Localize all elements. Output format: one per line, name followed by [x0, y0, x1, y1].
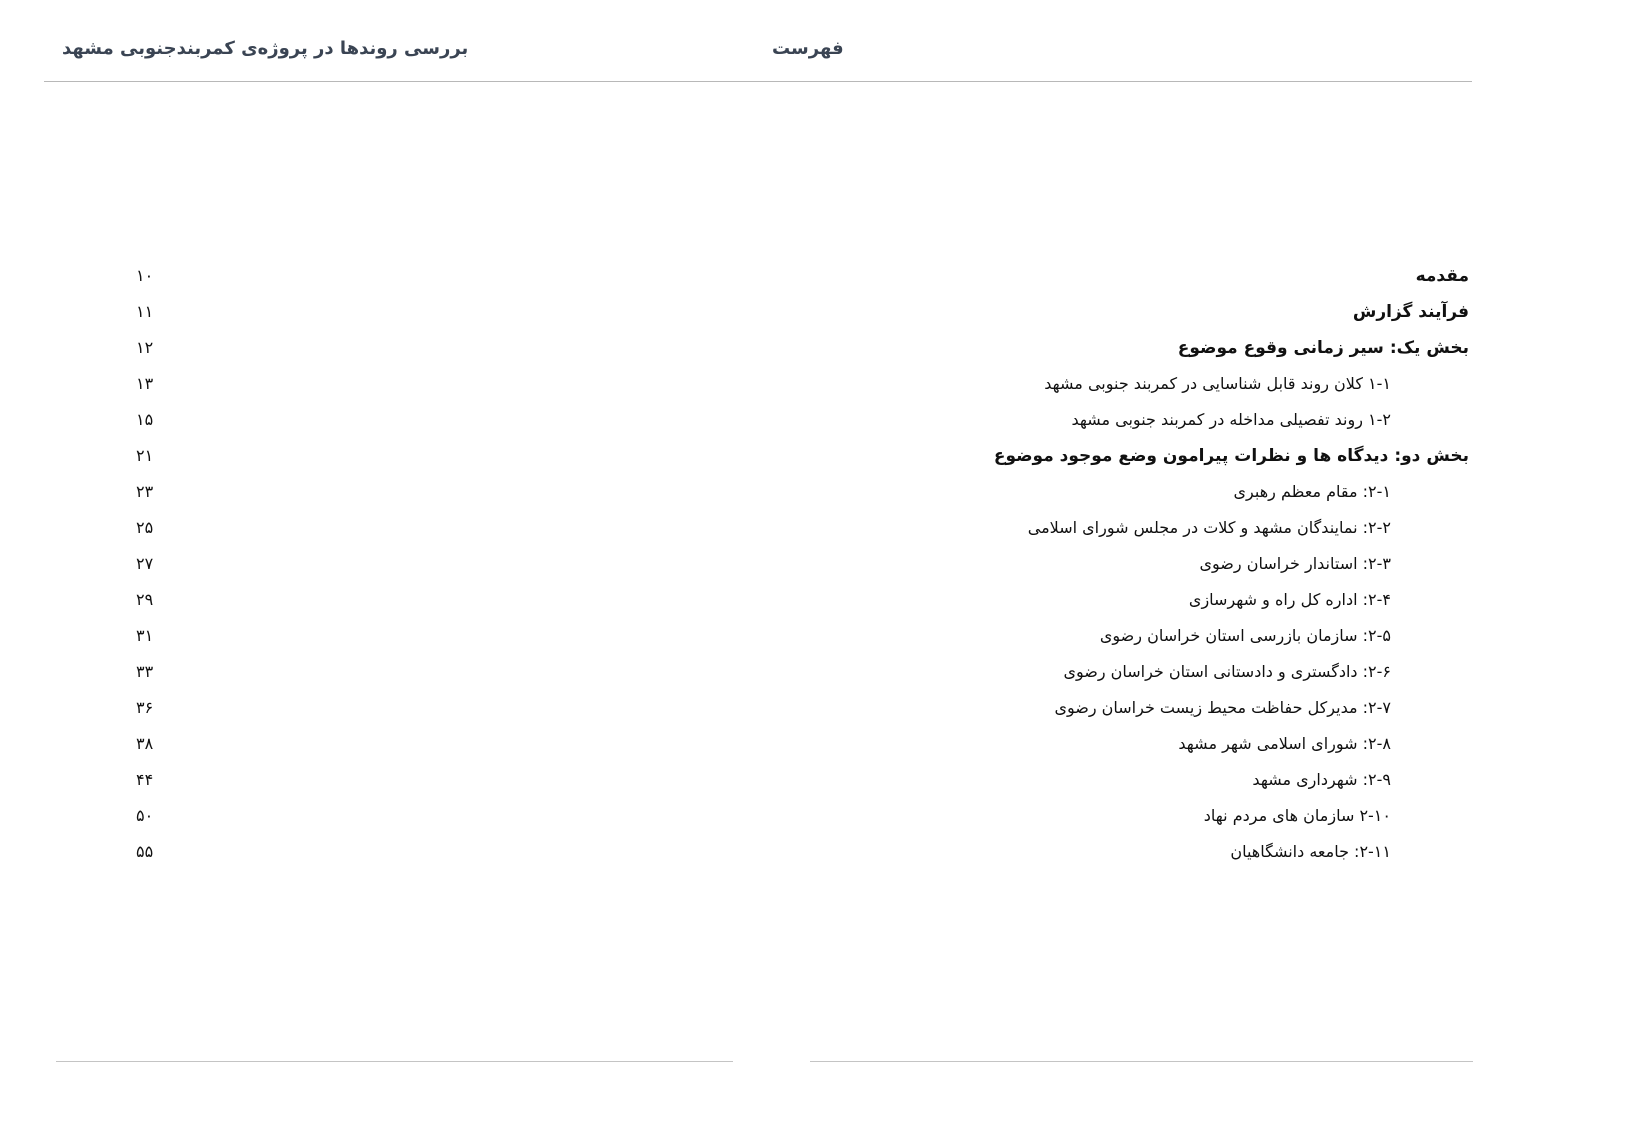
toc-entry-page: ۳۱ [136, 626, 154, 645]
toc-entry-title: ۲-۲: نمایندگان مشهد و کلات در مجلس شورای اسلامی [1027, 518, 1391, 537]
toc-entry[interactable] [0, 762, 1625, 798]
toc-entry-title: ۲-۸: شورای اسلامی شهر مشهد [1178, 734, 1391, 753]
toc-entry[interactable] [0, 366, 1625, 402]
table-of-contents [0, 258, 1625, 870]
toc-entry-title: مقدمه [1415, 266, 1469, 286]
toc-entry-title: ۲-۱: مقام معظم رهبری [1233, 482, 1391, 501]
header-divider [44, 81, 1472, 82]
toc-entry[interactable] [0, 654, 1625, 690]
toc-entry-page: ۵۰ [136, 806, 154, 825]
toc-entry[interactable] [0, 618, 1625, 654]
toc-entry-page: ۱۲ [136, 338, 154, 357]
section-title: فهرست [772, 38, 844, 59]
footer-divider-right [810, 1061, 1473, 1062]
toc-entry[interactable] [0, 402, 1625, 438]
toc-entry-title: فرآیند گزارش [1352, 302, 1469, 322]
toc-entry-page: ۴۴ [136, 770, 154, 789]
toc-entry-page: ۳۸ [136, 734, 154, 753]
toc-entry-page: ۲۹ [136, 590, 154, 609]
toc-entry-page: ۳۶ [136, 698, 154, 717]
toc-entry-title: بخش دو: دیدگاه ها و نظرات پیرامون وضع موجود موضوع [993, 446, 1469, 466]
toc-entry-page: ۲۳ [136, 482, 154, 501]
toc-entry-page: ۳۳ [136, 662, 154, 681]
toc-entry[interactable] [0, 330, 1625, 366]
toc-entry[interactable] [0, 258, 1625, 294]
toc-entry-title: ۲-۱۰ سازمان های مردم نهاد [1203, 806, 1391, 825]
toc-entry-page: ۲۱ [136, 446, 154, 465]
toc-entry-page: ۱۰ [136, 266, 154, 285]
toc-entry-title: ۲-۵: سازمان بازرسی استان خراسان رضوی [1099, 626, 1391, 645]
toc-entry-title: ۲-۴: اداره کل راه و شهرسازی [1188, 590, 1391, 609]
footer-divider-left [56, 1061, 733, 1062]
toc-entry-page: ۱۱ [136, 302, 154, 321]
toc-entry-title: ۲-۶: دادگستری و دادستانی استان خراسان رضوی [1063, 662, 1391, 681]
toc-entry-page: ۱۵ [136, 410, 154, 429]
toc-entry-page: ۲۵ [136, 518, 154, 537]
toc-entry[interactable] [0, 474, 1625, 510]
toc-entry-title: ۲-۷: مدیرکل حفاظت محیط زیست خراسان رضوی [1054, 698, 1391, 717]
toc-entry[interactable] [0, 834, 1625, 870]
toc-entry[interactable] [0, 726, 1625, 762]
toc-entry-title: بخش یک: سیر زمانی وقوع موضوع [1177, 338, 1469, 358]
toc-entry[interactable] [0, 690, 1625, 726]
toc-entry-title: ۱-۱ کلان روند قابل شناسایی در کمربند جنوبی مشهد [1044, 374, 1391, 393]
toc-entry-page: ۵۵ [136, 842, 154, 861]
toc-entry-title: ۱-۲ روند تفصیلی مداخله در کمربند جنوبی مشهد [1071, 410, 1391, 429]
toc-entry-page: ۱۳ [136, 374, 154, 393]
toc-entry[interactable] [0, 546, 1625, 582]
toc-entry[interactable] [0, 438, 1625, 474]
toc-entry[interactable] [0, 798, 1625, 834]
toc-entry[interactable] [0, 582, 1625, 618]
toc-entry-title: ۲-۹: شهرداری مشهد [1252, 770, 1391, 789]
toc-entry-page: ۲۷ [136, 554, 154, 573]
toc-entry-title: ۲-۱۱: جامعه دانشگاهیان [1230, 842, 1391, 861]
document-title: بررسی روندها در پروژه‌ی کمربندجنوبی مشهد [62, 38, 469, 59]
toc-entry[interactable] [0, 510, 1625, 546]
toc-entry[interactable] [0, 294, 1625, 330]
toc-entry-title: ۲-۳: استاندار خراسان رضوی [1199, 554, 1391, 573]
